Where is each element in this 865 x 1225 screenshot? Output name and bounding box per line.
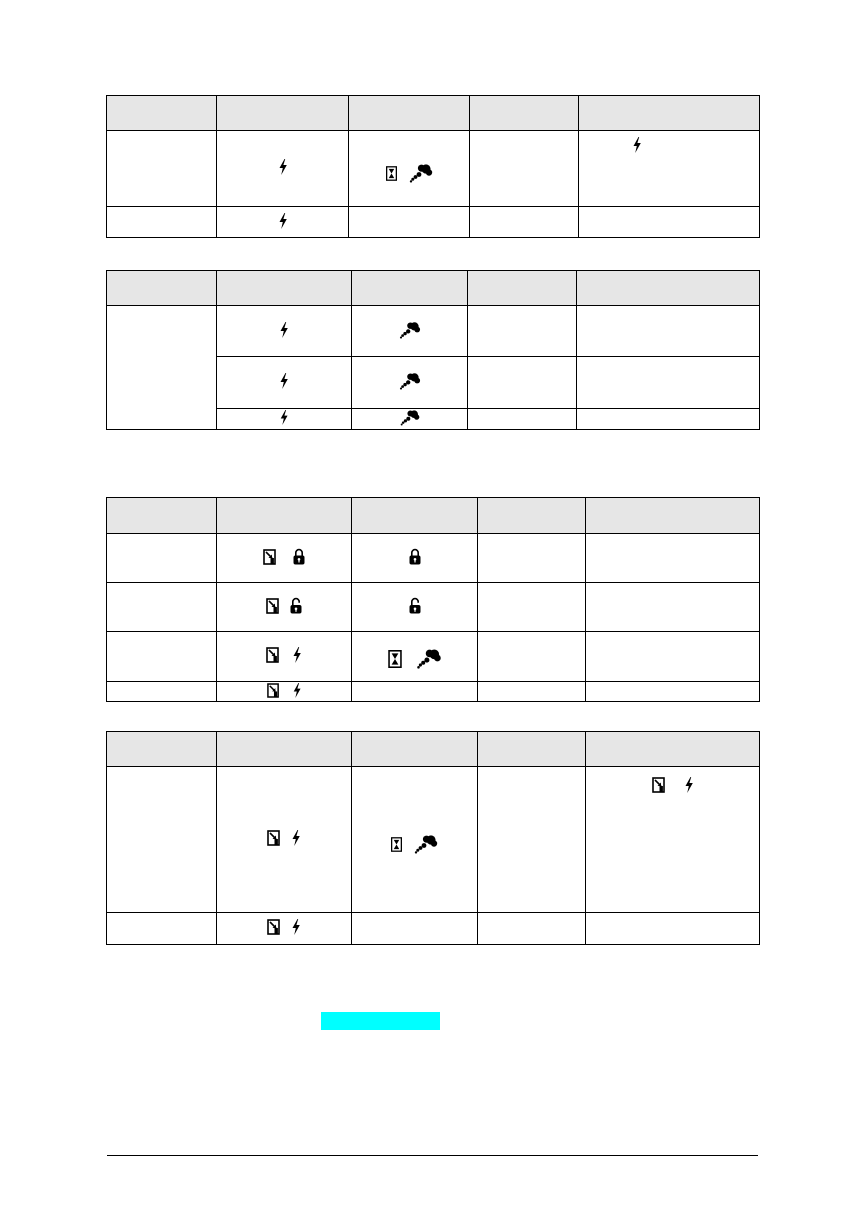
header-row (107, 96, 760, 131)
table-4 (106, 731, 760, 945)
table-cell (352, 767, 478, 913)
lightning-icon (291, 919, 301, 935)
table-row (107, 534, 760, 583)
table-cell (352, 534, 478, 583)
table-cell (107, 913, 217, 945)
table-cell (586, 534, 760, 583)
door-icon (267, 919, 281, 935)
lightning-icon (684, 777, 694, 793)
lightning-icon (278, 159, 288, 175)
table-cell (107, 207, 217, 238)
smoke-icon (399, 372, 421, 390)
door-icon (267, 830, 281, 846)
table-cell (478, 632, 586, 682)
table-cell (217, 632, 352, 682)
header-cell (107, 498, 217, 534)
table-cell (107, 583, 217, 632)
table-cell (217, 306, 352, 357)
header-cell (478, 732, 586, 767)
table-cell (352, 306, 468, 357)
header-cell (470, 96, 579, 131)
table-cell (352, 913, 478, 945)
table-cell (352, 357, 468, 409)
table-cell (577, 357, 760, 409)
table-cell (217, 207, 349, 238)
table-cell (586, 913, 760, 945)
header-cell (586, 732, 760, 767)
table-cell (478, 682, 586, 702)
header-cell (468, 271, 577, 306)
table-cell (349, 207, 470, 238)
table-row (107, 682, 760, 702)
table-cell (468, 306, 577, 357)
table-row (107, 207, 760, 238)
table-cell (579, 131, 760, 207)
header-cell (107, 271, 217, 306)
highlight-box (321, 1012, 440, 1030)
table-cell (579, 207, 760, 238)
table-cell (577, 409, 760, 430)
header-cell (352, 271, 468, 306)
lightning-icon (279, 322, 289, 338)
header-cell (107, 732, 217, 767)
table-cell (468, 357, 577, 409)
header-cell (217, 732, 352, 767)
smoke-icon (414, 834, 438, 854)
hourglass-icon (386, 166, 397, 181)
door-icon (263, 549, 277, 565)
table-row (107, 306, 760, 357)
table-cell (107, 767, 217, 913)
footer-rule (107, 1155, 758, 1156)
lightning-icon (279, 410, 289, 425)
door-icon (266, 647, 280, 663)
table-cell (107, 534, 217, 583)
table-cell (478, 767, 586, 913)
hourglass-icon (391, 837, 402, 852)
table-cell (217, 767, 352, 913)
table-2 (106, 270, 760, 430)
header-cell (217, 96, 349, 131)
table-cell (586, 632, 760, 682)
table-cell (107, 306, 217, 430)
cell-icons (586, 777, 759, 793)
header-row (107, 732, 760, 767)
lightning-icon (547, 137, 727, 153)
header-cell (579, 96, 760, 131)
header-cell (217, 271, 352, 306)
table-cell (217, 534, 352, 583)
door-icon (267, 683, 280, 698)
lightning-icon (291, 830, 301, 846)
header-cell (217, 498, 352, 534)
smoke-icon (400, 409, 420, 426)
smoke-icon (416, 648, 442, 669)
table-cell (478, 534, 586, 583)
table-cell (586, 682, 760, 702)
table-cell (352, 632, 478, 682)
header-cell (577, 271, 760, 306)
table-cell (478, 913, 586, 945)
table-cell (586, 583, 760, 632)
table-1 (106, 95, 760, 238)
door-icon (266, 598, 280, 614)
header-cell (586, 498, 760, 534)
table-cell (107, 131, 217, 207)
table-3 (106, 497, 760, 702)
table-row (107, 913, 760, 945)
table-cell (586, 767, 760, 913)
table-row (107, 583, 760, 632)
lock-closed-icon (293, 548, 305, 565)
table-cell (352, 583, 478, 632)
table-cell (352, 409, 468, 430)
table-cell (107, 682, 217, 702)
table-cell (468, 409, 577, 430)
table-cell (577, 306, 760, 357)
lock-closed-icon (409, 548, 421, 565)
table-cell (217, 583, 352, 632)
lock-open-icon (290, 597, 302, 614)
lightning-icon (279, 373, 289, 389)
table-cell (217, 357, 352, 409)
table-cell (107, 632, 217, 682)
lightning-icon (278, 213, 288, 229)
table-cell (217, 913, 352, 945)
lightning-icon (292, 647, 302, 663)
table-cell (217, 682, 352, 702)
header-cell (352, 732, 478, 767)
header-cell (349, 96, 470, 131)
table-row (107, 767, 760, 913)
header-cell (478, 498, 586, 534)
table-cell (470, 207, 579, 238)
header-cell (107, 96, 217, 131)
table-cell (352, 682, 478, 702)
table-cell (217, 131, 349, 207)
table-cell (217, 409, 352, 430)
hourglass-icon (388, 650, 402, 668)
lightning-icon (292, 683, 302, 698)
header-cell (352, 498, 478, 534)
lock-open-icon (409, 597, 421, 614)
smoke-icon (399, 321, 421, 339)
door-icon (652, 777, 666, 793)
table-cell (349, 131, 470, 207)
header-row (107, 498, 760, 534)
table-row (107, 632, 760, 682)
table-row (107, 131, 760, 207)
header-row (107, 271, 760, 306)
table-cell (478, 583, 586, 632)
smoke-icon (409, 163, 433, 183)
